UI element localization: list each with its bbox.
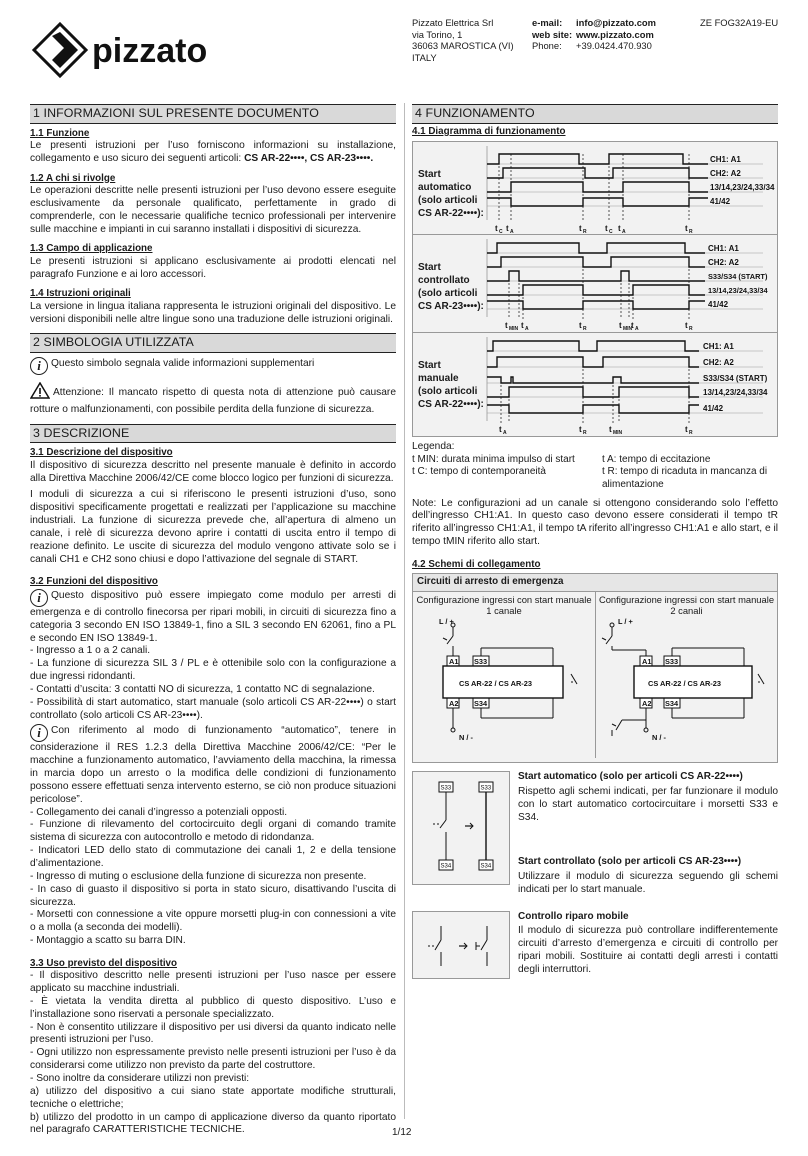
signal-label: S33/S34 (START) — [708, 271, 768, 281]
legend-item: t MIN: durata minima impulso di start — [412, 453, 575, 465]
svg-text:C: C — [609, 228, 613, 235]
info-note: i Questo simbolo segnala valide informazioni supplementari — [30, 357, 396, 375]
list-item: - Funzione di rilevamento del cortocircuito degli organi di comando tramite sistema di sicurezza con autocontrollo e metodo di ridondanza. — [30, 819, 396, 844]
list-item: - Possibilità di start automatico, start manuale (solo articoli CS AR-22••••) o start controllato (solo articoli CS AR-23••••). — [30, 696, 396, 721]
list-item: - Ingresso di muting o esclusione della funzione di sicurezza non presente. — [30, 870, 367, 882]
svg-text:CS AR-22 / CS AR-23: CS AR-22 / CS AR-23 — [648, 678, 721, 688]
t-label: t — [499, 424, 502, 434]
paragraph: Utilizzare il modulo di sicurezza seguendo gli schemi indicati per lo start manuale. — [518, 871, 778, 895]
subsection-title: 4.1 Diagramma di funzionamento — [412, 125, 566, 137]
paragraph: i Questo dispositivo può essere impiegato come modulo per arresti di emergenza e di controllo finecorsa per ripari mobili, in circuiti di sicurezza fino a categoria 3 secondo EN ISO 13849-1, fino a SIL 3 secondo EN 62061, fino a PL e secondo EN ISO 13849-1. — [30, 589, 396, 644]
subsection-title: 1.4 Istruzioni originali — [30, 288, 131, 300]
page-number: 1/12 — [392, 1127, 412, 1138]
signal-label: CH2: A2 — [710, 168, 741, 178]
block-title: Start controllato (solo per articoli CS AR-23••••) — [518, 856, 742, 868]
timing-waveforms — [413, 235, 779, 333]
website-link[interactable]: www.pizzato.com — [576, 28, 654, 40]
timing-diagram-auto — [412, 141, 778, 235]
list-item: - Ingresso a 1 o a 2 canali. — [30, 645, 151, 657]
t-label: t — [619, 320, 622, 330]
list-item: - La funzione di sicurezza SIL 3 / PL e è ottenibile solo con la configurazione a due ingressi ridondanti. — [30, 658, 396, 683]
signal-label: CH2: A2 — [703, 357, 734, 367]
svg-text:A2: A2 — [449, 698, 459, 708]
pizzato-logo — [30, 20, 210, 80]
circuit-1-channel: Configurazione ingressi con start manuale 1 canale L / + A1 A2 S33 S34 CS AR-22 / CS AR-23 N / - — [413, 592, 596, 758]
guard-switch-diagram — [412, 911, 510, 979]
svg-text:S33: S33 — [474, 656, 488, 666]
svg-text:S33: S33 — [440, 785, 452, 792]
warning-icon — [30, 382, 50, 404]
paragraph: i Con riferimento al modo di funzionamento “automatico”, tenere in considerazione il RES 1.2.3 della Direttiva Macchine 2006/42/CE: “Per le macchine a funzionamento automatico, l’avviamento della macchina, la rimessa in marcia dopo un arresto o la modifica delle condizioni di funzionamento possono essere effettuati senza intervento esterno, se ciò non produce situazioni pericolose”. — [30, 725, 396, 805]
paragraph: Il dispositivo di sicurezza descritto nel presente manuale è definito in accordo alla Direttiva Macchine 2006/42/CE come blocco logico per funzioni di sicurezza. — [30, 459, 396, 484]
legend-item: t A: tempo di eccitazione — [602, 453, 711, 465]
paragraph: Le presenti istruzioni per l’uso forniscono informazioni su installazione, collegamento e uso sicuro dei seguenti articoli: CS AR-22••••, CS AR-23••••. — [30, 139, 396, 164]
timing-diagram-manual — [412, 333, 778, 437]
svg-text:R: R — [689, 228, 693, 235]
svg-text:A1: A1 — [642, 656, 652, 666]
diagram-label: Start controllato (solo articoli CS AR-23••••): — [418, 261, 484, 312]
list-item: - In caso di guasto il dispositivo si porta in stato sicuro, disattivando l’uscita di sicurezza. — [30, 883, 396, 908]
t-label: t — [579, 223, 582, 233]
auto-start-block — [412, 771, 778, 896]
email-label: e-mail: — [532, 17, 563, 28]
svg-text:L / +: L / + — [439, 616, 454, 626]
svg-text:MIN: MIN — [613, 429, 623, 436]
legend-title: Legenda: — [412, 440, 455, 452]
section-title: 2 SIMBOLOGIA UTILIZZATA — [30, 333, 396, 353]
address-line: 36063 MAROSTICA (VI) — [412, 40, 514, 52]
list-item: - Morsetti con connessione a vite oppure morsetti plug-in con connessioni a vite o a molla (a seconda dei modelli). — [30, 909, 396, 934]
list-item: b) utilizzo del prodotto in un campo di applicazione diverso da quanto riportato nel paragrafo CARATTERISTICHE TECNICHE. — [30, 1111, 396, 1136]
svg-text:A1: A1 — [449, 656, 459, 666]
t-label: t — [521, 320, 524, 330]
brand-name: pizzato — [92, 32, 208, 70]
section-title: 4 FUNZIONAMENTO — [412, 104, 778, 124]
subsection-title: 1.3 Campo di applicazione — [30, 243, 153, 255]
svg-text:S34: S34 — [665, 698, 679, 708]
svg-text:C: C — [499, 228, 503, 235]
svg-text:CS AR-22 / CS AR-23: CS AR-22 / CS AR-23 — [459, 678, 532, 688]
right-column — [412, 104, 778, 979]
svg-text:A: A — [510, 228, 514, 235]
signal-label: CH1: A1 — [708, 243, 739, 253]
signal-label: CH1: A1 — [703, 341, 734, 351]
signal-label: 41/42 — [703, 403, 724, 413]
emergency-circuits — [412, 573, 778, 763]
list-item: - Il dispositivo descritto nelle presenti istruzioni per l’uso nasce per essere applicato su macchine industriali. — [30, 970, 396, 995]
svg-text:N / -: N / - — [459, 732, 473, 742]
legend — [412, 454, 778, 492]
svg-text:R: R — [689, 325, 693, 332]
address-line: via Torino, 1 — [412, 28, 463, 40]
t-label: t — [605, 223, 608, 233]
list-item: a) utilizzo del dispositivo a cui siano state apportate modifiche strutturali, tecniche o elettriche; — [30, 1085, 396, 1110]
diagram-label: Start automatico (solo articoli CS AR-22••••): — [418, 168, 484, 219]
logo-diamond-icon — [34, 24, 86, 76]
svg-text:N / -: N / - — [652, 732, 666, 742]
svg-text:R: R — [583, 429, 587, 436]
t-label: t — [495, 223, 498, 233]
subsection-title: 4.2 Schemi di collegamento — [412, 558, 541, 570]
block-title: Controllo riparo mobile — [518, 910, 629, 922]
t-label: t — [685, 320, 688, 330]
svg-text:A2: A2 — [642, 698, 652, 708]
svg-text:S34: S34 — [474, 698, 488, 708]
t-label: t — [685, 223, 688, 233]
circuit-2-channels: Configurazione ingressi con start manuale 2 canali L / + A1 A2 S33 S34 CS AR-22 / CS AR-23 N / - — [596, 592, 777, 758]
signal-label: CH2: A2 — [708, 257, 739, 267]
signal-label: 13/14,23/24,33/34 — [710, 182, 775, 192]
section-title: 1 INFORMAZIONI SUL PRESENTE DOCUMENTO — [30, 104, 396, 124]
t-label: t — [579, 424, 582, 434]
left-column — [30, 104, 396, 1137]
svg-text:S33: S33 — [480, 785, 492, 792]
legend-item: t R: tempo di ricaduta in mancanza di alimentazione — [602, 466, 768, 490]
svg-text:S33: S33 — [665, 656, 679, 666]
paragraph: Le presenti istruzioni si applicano esclusivamente ai prodotti elencati nel paragrafo Funzione e ai loro accessori. — [30, 255, 396, 280]
t-label: t — [618, 223, 621, 233]
website-label: web site: — [532, 28, 573, 40]
svg-text:MIN: MIN — [623, 325, 633, 332]
t-label: t — [506, 223, 509, 233]
signal-label: S33/S34 (START) — [703, 373, 768, 383]
svg-text:S34: S34 — [440, 863, 452, 870]
t-label: t — [685, 424, 688, 434]
list-item: - Sono inoltre da considerare utilizzi non previsti: — [30, 1073, 250, 1084]
company-address — [412, 17, 514, 64]
signal-label: 13/14,23/24,33/34 — [703, 387, 768, 397]
t-label: t — [505, 320, 508, 330]
list-item: - Montaggio a scatto su barra DIN. — [30, 935, 186, 947]
signal-label: 41/42 — [710, 196, 731, 206]
list-item: - Non è consentito utilizzare il dispositivo per usi diversi da quanto indicato nelle presenti istruzioni per l’uso. — [30, 1021, 396, 1046]
warning-note: Attenzione: Il mancato rispetto di questa nota di attenzione può causare rotture o malfunzionamenti, con possibile perdita della funzione di sicurezza. — [30, 382, 396, 417]
paragraph: La versione in lingua italiana rappresenta le istruzioni originali del dispositivo. Le versioni disponibili nelle altre lingue sono una traduzione delle istruzioni originali. — [30, 300, 396, 325]
list-item: - È vietata la vendita diretta al pubblico di questo dispositivo. L’uso e l’installazione sono riservati a personale specializzato. — [30, 995, 396, 1020]
subsection-title: 1.1 Funzione — [30, 127, 90, 139]
paragraph: I moduli di sicurezza a cui si riferiscono le presenti istruzioni d’uso, sono dispositivi specificamente progettati e realizzati per l’applicazione su macchine industriali. La funzione di sicurezza prevede che, all’apertura di almeno un canale, i relè di sicurezza devono aprire i contatti di uscita entro il tempo di reazione definito. Le uscite di sicurezza del modulo vengono attivate solo se i canali CH1 e CH2 sono chiusi e dopo l’attivazione del segnale di START. — [30, 489, 396, 565]
subsection-title: 3.1 Descrizione del dispositivo — [30, 447, 173, 459]
signal-label: 13/14,23/24,33/34 — [708, 285, 768, 295]
svg-text:A: A — [622, 228, 626, 235]
list-item: - Indicatori LED dello stato di commutazione dei canali 1, 2 e della tensione d’alimentazione. — [30, 845, 396, 869]
timing-waveforms — [413, 142, 779, 236]
timing-waveforms — [413, 333, 779, 437]
t-label: t — [609, 424, 612, 434]
address-line: ITALY — [412, 51, 437, 63]
circuits-title: Circuiti di arresto di emergenza — [413, 574, 777, 591]
legend-item: t C: tempo di contemporaneità — [412, 466, 546, 478]
contacts — [532, 17, 656, 52]
column-divider — [404, 103, 405, 1119]
wiring-diagram — [596, 616, 777, 756]
svg-text:R: R — [583, 228, 587, 235]
wiring-diagram — [413, 616, 596, 756]
section-title: 3 DESCRIZIONE — [30, 424, 396, 444]
info-icon: i — [30, 724, 48, 742]
svg-text:L / +: L / + — [618, 616, 633, 626]
diagram-label: Start manuale (solo articoli CS AR-22••••): — [418, 359, 484, 410]
t-label: t — [579, 320, 582, 330]
svg-text:A: A — [635, 325, 639, 332]
svg-text:R: R — [583, 325, 587, 332]
email-link[interactable]: info@pizzato.com — [576, 17, 656, 28]
paragraph: Rispetto agli schemi indicati, per far funzionare il modulo con lo start automatico cortocircuitare i morsetti S33 e S34. — [518, 785, 778, 823]
svg-text:MIN: MIN — [509, 325, 519, 332]
signal-label: 41/42 — [708, 299, 729, 309]
svg-text:A: A — [525, 325, 529, 332]
timing-diagram-controlled — [412, 235, 778, 333]
block-title: Start automatico (solo per articoli CS AR-22••••) — [518, 771, 743, 783]
svg-text:S34: S34 — [480, 863, 492, 870]
list-item: - Contatti d’uscita: 3 contatti NO di sicurezza, 1 contatto NC di segnalazione. — [30, 683, 375, 695]
company-name: Pizzato Elettrica Srl — [412, 17, 494, 28]
guard-block — [412, 911, 778, 979]
jumper-diagram — [412, 771, 510, 885]
note: Note: Le configurazioni ad un canale si ottengono considerando solo l’effetto dell’ingresso CH1:A1. In questo caso devono essere considerati il tempo tR riferito all’ingresso CH1:A1, il tempo tA riferito all’ingresso CH1:A1 e allo start, e il tempo tMIN riferito allo start. — [412, 497, 778, 548]
info-icon: i — [30, 589, 48, 607]
paragraph: Il modulo di sicurezza può controllare indifferentemente circuiti d’arresto d’emergenza e circuiti di controllo per ripari mobili. Sostituire ai contatti degli arresti i contatti degli interruttori. — [518, 925, 778, 975]
phone-label: Phone: — [532, 40, 562, 52]
svg-text:R: R — [689, 429, 693, 436]
svg-text:A: A — [503, 429, 507, 436]
subsection-title: 1.2 A chi si rivolge — [30, 172, 116, 184]
subsection-title: 3.2 Funzioni del dispositivo — [30, 576, 158, 588]
list-item: - Collegamento dei canali d’ingresso a potenziali opposti. — [30, 806, 288, 818]
info-icon: i — [30, 357, 48, 375]
signal-label: CH1: A1 — [710, 154, 741, 164]
phone-value: +39.0424.470.930 — [576, 40, 652, 52]
list-item: - Ogni utilizzo non espressamente previsto nelle presenti istruzioni per l’uso è da considerarsi come utilizzo non previsto da parte del costruttore. — [30, 1047, 396, 1072]
subsection-title: 3.3 Uso previsto del dispositivo — [30, 957, 177, 969]
paragraph: Le operazioni descritte nelle presenti istruzioni per l’uso devono essere eseguite esclusivamente da personale qualificato, perfettamente in grado di comprenderle, con le necessarie qualifiche tecnico professionali per intervenire sulle macchine e impianti in cui saranno installati i dispositivi di sicurezza. — [30, 185, 396, 235]
doc-code: ZE FOG32A19-EU — [700, 17, 779, 28]
t-label: t — [631, 320, 634, 330]
